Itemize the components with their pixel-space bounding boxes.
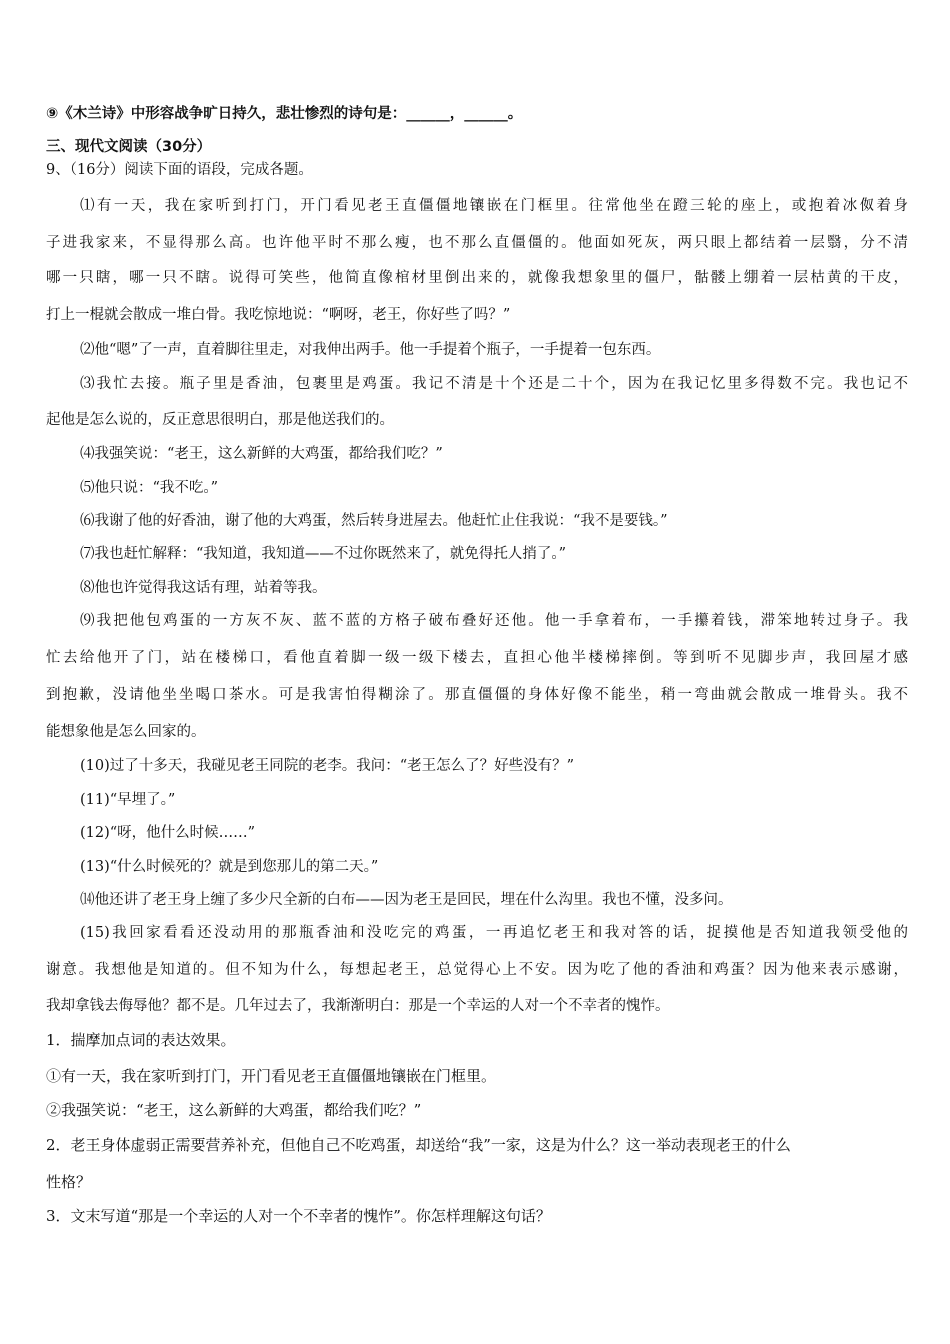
passage-p1-line: ⑴有一天，我在家听到打门，开门看见老王直僵僵地镶嵌在门框里。往常他坐在蹬三轮的座上，或抱着冰伮着身: [80, 198, 908, 214]
passage-p12: (12)“呀，他什么时候……”: [80, 825, 256, 841]
passage-p1-line: 哪一只瞎，哪一只不瞎。说得可笑些，他简直像棺材里倒出来的，就像我想象里的僵尸，骷髅上绷着一层枯黄的干皮，: [46, 270, 908, 286]
passage-p9-line: 忙去给他开了门，站在楼梯口，看他直着脚一级一级下楼去，直担心他半楼梯摔倒。等到听不见脚步声，我回屋才感: [46, 650, 908, 666]
passage-p14: ⒁他还讲了老王身上缠了多少尺全新的白布——因为老王是回民，埋在什么沟里。我也不懂，没多问。: [80, 892, 733, 908]
passage-p1-line: 打上一棍就会散成一堆白骨。我吃惊地说：“啊呀，老王，你好些了吗？”: [46, 307, 511, 323]
passage-p3-line: ⑶我忙去接。瓶子里是香油，包裹里是鸡蛋。我记不清是十个还是二十个，因为在我记忆里多得数不完。我也记不: [80, 376, 908, 392]
passage-p15-line: 我却拿钱去侮辱他？都不是。几年过去了，我渐渐明白：那是一个幸运的人对一个不幸者的愧怍。: [46, 998, 670, 1014]
passage-p9-line: 到抱歉，没请他坐坐喝口茶水。可是我害怕得糊涂了。那直僵僵的身体好像不能坐，稍一弯曲就会散成一堆骨头。我不: [46, 687, 908, 703]
passage-p9-line: ⑼我把他包鸡蛋的一方灰不灰、蓝不蓝的方格子破布叠好还他。他一手拿着布，一手攥着钱，滞笨地转过身子。我: [80, 613, 908, 629]
question-1-sentence-b: ②我强笑说：“老王，这么新鲜的大鸡蛋，都给我们吃？”: [46, 1101, 422, 1119]
passage-p15-line: (15)我回家看看还没动用的那瓶香油和没吃完的鸡蛋，一再追忆老王和我对答的话，捉摸他是否知道我领受他的: [80, 925, 908, 941]
passage-p13: (13)“什么时候死的？就是到您那儿的第二天。”: [80, 859, 379, 875]
passage-p11: (11)“早埋了。”: [80, 792, 176, 808]
passage-p10: (10)过了十多天，我碰见老王同院的老李。我问：“老王怎么了？好些没有？”: [80, 758, 575, 774]
passage-p7: ⑺我也赶忙解释：“我知道，我知道——不过你既然来了，就免得托人捎了。”: [80, 546, 567, 562]
passage-p3-line: 起他是怎么说的，反正意思很明白，那是他送我们的。: [46, 412, 394, 428]
passage-p5: ⑸他只说：“我不吃。”: [80, 480, 219, 496]
passage-p15-line: 谢意。我想他是知道的。但不知为什么，每想起老王，总觉得心上不安。因为吃了他的香油和鸡蛋？因为他来表示感谢，: [46, 962, 908, 978]
passage-p6: ⑹我谢了他的好香油，谢了他的大鸡蛋，然后转身进屋去。他赶忙止住我说：“我不是要钱。”: [80, 513, 668, 529]
question-1-sentence-a: ①有一天，我在家听到打门，开门看见老王直僵僵地镶嵌在门框里。: [46, 1067, 497, 1085]
passage-p9-line: 能想象他是怎么回家的。: [46, 724, 206, 740]
question-intro: 9、（16分）阅读下面的语段，完成各题。: [46, 162, 313, 178]
passage-p1-line: 子进我家来，不显得那么高。也许他平时不那么瘦，也不那么直僵僵的。他面如死灰，两只眼上都结着一层翳，分不清: [46, 235, 908, 251]
passage-p2: ⑵他“嗯”了一声，直着脚往里走，对我伸出两手。他一手提着个瓶子，一手提着一包东西。: [80, 342, 661, 358]
question-2-line: 性格？: [46, 1173, 92, 1191]
section-title: 三、现代文阅读（30分）: [46, 139, 212, 155]
poem-fill-in-item: ⑨《木兰诗》中形容战争旷日持久，悲壮惨烈的诗句是：______，______。: [46, 106, 523, 122]
passage-p8: ⑻他也许觉得我这话有理，站着等我。: [80, 580, 327, 596]
question-2-line: 2．老王身体虚弱正需要营养补充，但他自己不吃鸡蛋，却送给“我”一家，这是为什么？这一举动表现老王的什么: [46, 1136, 791, 1154]
question-3: 3．文末写道“那是一个幸运的人对一个不幸者的愧怍”。你怎样理解这句话？: [46, 1207, 551, 1225]
question-1: 1．揣摩加点词的表达效果。: [46, 1031, 236, 1049]
passage-p4: ⑷我强笑说：“老王，这么新鲜的大鸡蛋，都给我们吃？”: [80, 446, 443, 462]
